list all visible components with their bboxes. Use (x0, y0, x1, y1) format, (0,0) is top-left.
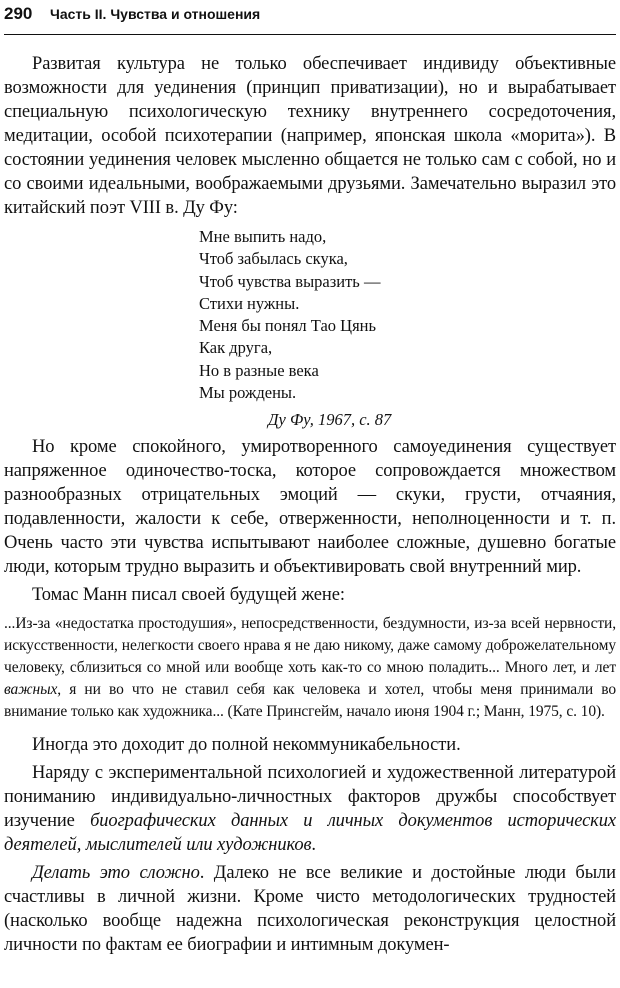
quote-text: , я ни во что не ставил себя как человека и хотел, чтобы меня принимали во внимание только как художника... (Кате Принсгейм, начало июня 1904 г.; Манн, 1975, с. 10). (4, 681, 616, 721)
paragraph: Иногда это доходит до полной некоммуникабельности. (32, 735, 461, 756)
paragraph-emphasis: биографических данных и личных документов исторических деятелей, мыслителей или художников (4, 811, 616, 856)
paragraph (4, 761, 616, 857)
quote-emphasis: важных (4, 681, 58, 699)
page-body (4, 52, 616, 957)
paragraph-emphasis: Делать это сложно (32, 863, 200, 884)
paragraph-text: . (311, 835, 316, 856)
poem-line: Меня бы понял Тао Цянь (199, 316, 377, 336)
poem-line: Чтоб забылась скука, (199, 249, 348, 269)
paragraph: Но кроме спокойного, умиротворенного самоуединения существует напряженное одиночество-тоска, которое сопровождается множеством разнообразных отрицательных эмоций — скуки, грусти, отчаяния, подавленности, жалости к себе, отверженности, неполноценности и т. п. Очень часто эти чувства испытывают наиболее сложные, душевно богатые люди, которым трудно выразить и объективировать свой внутренний мир. (4, 437, 616, 578)
page-header (4, 0, 616, 35)
poem (199, 226, 616, 404)
paragraph-text: Наряду с экспериментальной психологией и художественной литературой пониманию индивидуально-личностных факторов дружбы способствует изучение (4, 763, 616, 832)
paragraph: Томас Манн писал своей будущей жене: (32, 585, 345, 606)
quote-text: ...Из-за «недостатка простодушия», непосредственности, бездумности, из-за всей нервности, искусственности, нелегкости своего нрава я не даю никому, даже самому доброжелательному человеку, сблизиться со мной или вообще хоть как-то со мною поладить... Много лет, и лет (4, 615, 616, 677)
poem-line: Стихи нужны. (199, 293, 300, 313)
running-head: Часть II. Чувства и отношения (50, 6, 261, 22)
paragraph-text: . Далеко не все великие и достойные люди были счастливы в личной жизни. Кроме чисто методологических трудностей (насколько вообще надежна психологическая реконструкция целостной личности по фактам ее биографии и интимным докумен- (4, 863, 616, 956)
block-quote (4, 613, 616, 723)
poem-line: Как друга, (199, 338, 273, 358)
poem-line: Но в разные века (199, 360, 319, 380)
poem-line: Мне выпить надо, (199, 227, 327, 246)
paragraph (4, 861, 616, 957)
paragraph: Развитая культура не только обеспечивает индивиду объективные возможности для уединения (принцип приватизации), но и вырабатывает специальную психологическую технику внутреннего сосредоточения, медитации, особой психотерапии (например, японская школа «морита»). В состоянии уединения человек мысленно общается не только сам с собой, но и со своими идеальными, воображаемыми друзьями. Замечательно выразил это китайский поэт VIII в. Ду Фу: (4, 54, 616, 218)
page-number: 290 (4, 4, 33, 23)
poem-line: Чтоб чувства выразить — (199, 271, 381, 291)
poem-citation: Ду Фу, 1967, с. 87 (268, 410, 392, 430)
poem-line: Мы рождены. (199, 383, 297, 403)
